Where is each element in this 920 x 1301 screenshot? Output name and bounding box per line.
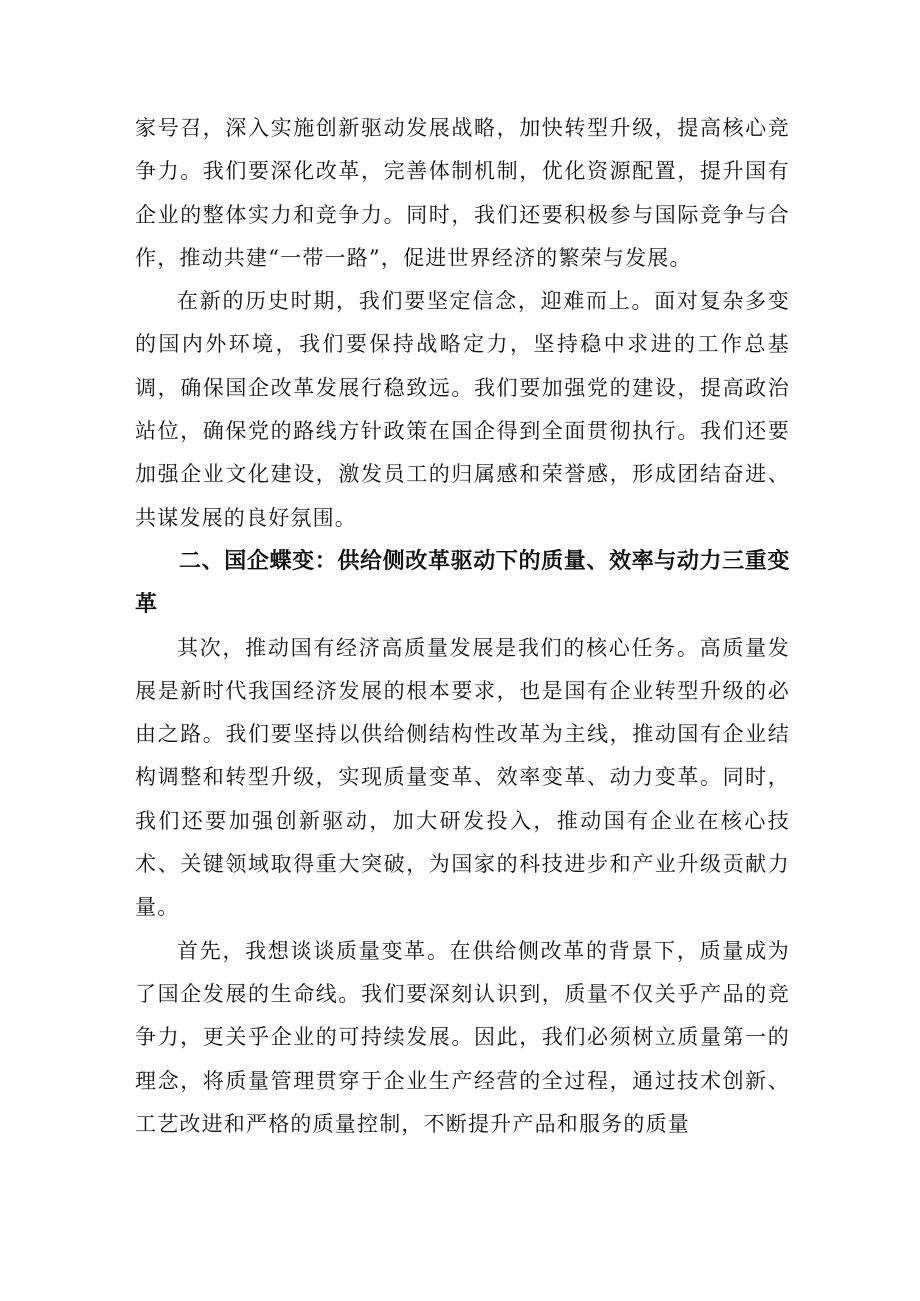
section-heading: 二、国企蝶变：供给侧改革驱动下的质量、效率与动力三重变革 xyxy=(135,548,790,618)
paragraph-new-historical-period: 在新的历史时期，我们要坚定信念，迎难而上。面对复杂多变的国内外环境，我们要保持战略定力，坚持稳中求进的工作总基调，确保国企改革发展行稳致远。我们要加强党的建设，提高政治站位，确保党的路线方针政策在国企得到全面贯彻执行。我们还要加强企业文化建设，激发员工的归属感和荣誉感，形成团结奋进、共谋发展的良好氛围。 xyxy=(135,289,790,530)
paragraph-continued-national-call: 家号召，深入实施创新驱动发展战略，加快转型升级，提高核心竞争力。我们要深化改革，完善体制机制，优化资源配置，提升国有企业的整体实力和竞争力。同时，我们还要积极参与国际竞争与合作，推动共建“一带一路”，促进世界经济的繁荣与发展。 xyxy=(135,116,790,270)
document-body xyxy=(135,107,790,1146)
paragraph-high-quality-development: 其次，推动国有经济高质量发展是我们的核心任务。高质量发展是新时代我国经济发展的根本要求，也是国有企业转型升级的必由之路。我们要坚持以供给侧结构性改革为主线，推动国有企业结构调整和转型升级，实现质量变革、效率变革、动力变革。同时，我们还要加强创新驱动，加大研发投入，推动国有企业在核心技术、关键领域取得重大突破，为国家的科技进步和产业升级贡献力量。 xyxy=(135,635,790,920)
paragraph-quality-reform: 首先，我想谈谈质量变革。在供给侧改革的背景下，质量成为了国企发展的生命线。我们要深刻认识到，质量不仅关乎产品的竞争力，更关乎企业的可持续发展。因此，我们必须树立质量第一的理念，将质量管理贯穿于企业生产经营的全过程，通过技术创新、工艺改进和严格的质量控制，不断提升产品和服务的质量 xyxy=(135,938,790,1136)
